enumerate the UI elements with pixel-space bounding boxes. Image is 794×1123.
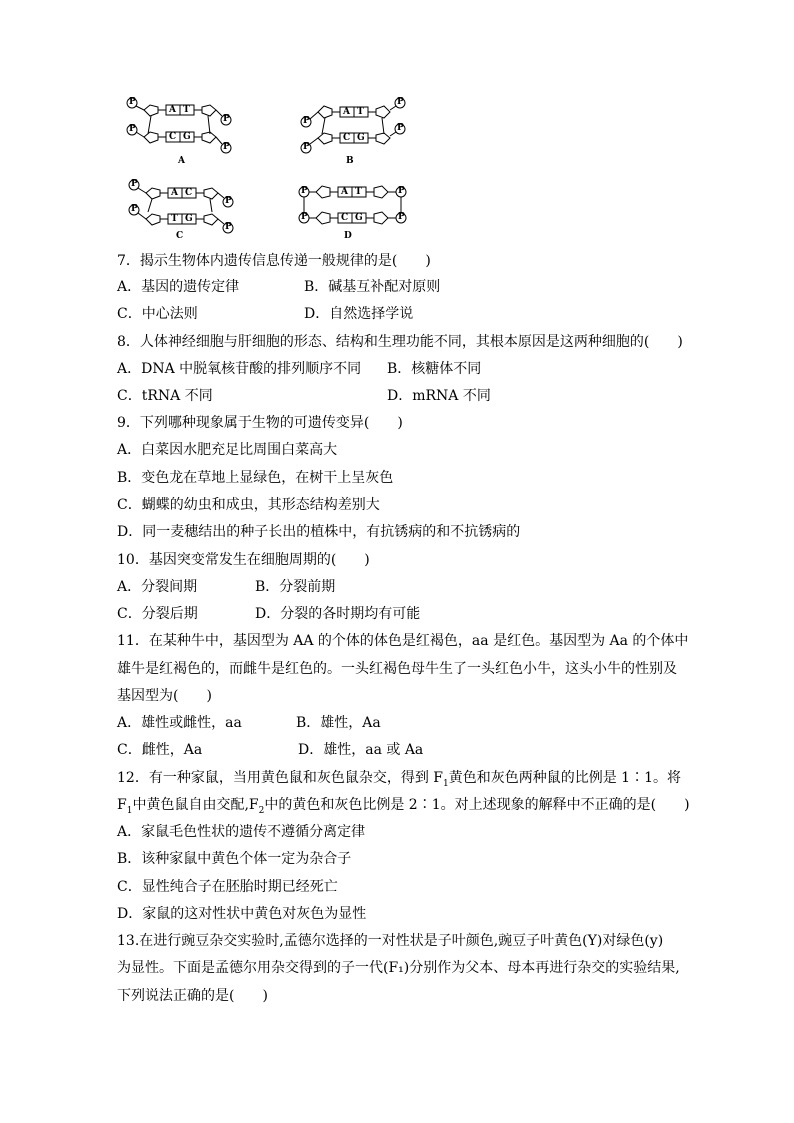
base-label: A <box>343 107 350 117</box>
question-12-stem-line-1 <box>117 768 681 794</box>
figure-caption: A <box>178 156 185 166</box>
phosphate-label: P <box>398 212 405 222</box>
question-10-stem: 10．基因突变常发生在细胞周期的( ) <box>117 552 370 568</box>
question-13-stem-line-3: 下列说法正确的是( ) <box>117 988 268 1004</box>
base-label: C <box>169 132 177 142</box>
question-12-option-a: A．家鼠毛色性状的遗传不遵循分离定律 <box>117 824 366 840</box>
stem-text: F <box>117 797 127 813</box>
phosphate-label: P <box>225 196 232 206</box>
question-11-option-b: B．雄性，Aa <box>296 715 381 731</box>
base-label: T <box>355 187 362 197</box>
question-10-option-d: D．分裂的各时期均有可能 <box>255 606 421 622</box>
base-label: C <box>185 188 193 198</box>
base-label: G <box>357 133 365 143</box>
base-label: T <box>171 214 178 224</box>
figure-b <box>292 92 417 172</box>
base-label: A <box>341 187 348 197</box>
question-7-stem: 7．揭示生物体内遗传信息传递一般规律的是( ) <box>117 253 431 269</box>
question-8-option-b: B．核糖体不同 <box>387 361 482 377</box>
base-label: A <box>169 105 176 115</box>
question-7-option-b: B．碱基互补配对原则 <box>304 279 441 295</box>
figure-c <box>118 172 243 252</box>
question-11-option-d: D．雄性，aa 或 Aa <box>298 742 424 758</box>
question-8-stem: 8．人体神经细胞与肝细胞的形态、结构和生理功能不同，其根本原因是这两种细胞的( ) <box>117 334 683 350</box>
figure-a <box>118 92 243 172</box>
subscript: 1 <box>126 805 133 816</box>
question-12-option-b: B．该种家鼠中黄色个体一定为杂合子 <box>117 851 352 867</box>
question-9-option-b: B．变色龙在草地上显绿色，在树干上呈灰色 <box>117 470 394 486</box>
base-label: G <box>183 132 191 142</box>
phosphate-label: P <box>397 123 404 133</box>
stem-text: 中的黄色和灰色比例是 2∶1。对上述现象的解释中不正确的是( ) <box>264 797 690 813</box>
question-7-option-a: A．基因的遗传定律 <box>117 279 240 295</box>
phosphate-label: P <box>129 124 136 134</box>
phosphate-label: P <box>398 186 405 196</box>
question-10-option-a: A．分裂间期 <box>117 579 198 595</box>
figure-caption: C <box>176 231 184 241</box>
question-9-stem: 9．下列哪种现象属于生物的可遗传变异( ) <box>117 415 403 431</box>
question-9-option-c: C．蝴蝶的幼虫和成虫，其形态结构差别大 <box>117 497 380 513</box>
phosphate-label: P <box>223 142 230 152</box>
question-13-stem-line-2: 为显性。下面是孟德尔用杂交得到的子一代(F₁)分别作为父本、母本再进行杂交的实验结果, <box>117 960 680 976</box>
question-11-option-a: A．雄性或雌性，aa <box>117 715 242 731</box>
question-8-option-d: D．mRNA 不同 <box>387 388 491 404</box>
question-8-option-a: A．DNA 中脱氧核苷酸的排列顺序不同 <box>117 361 362 377</box>
question-7-option-c: C．中心法则 <box>117 306 198 322</box>
base-label: C <box>341 213 349 223</box>
question-11-option-c: C．雌性，Aa <box>117 742 203 758</box>
phosphate-label: P <box>303 142 310 152</box>
phosphate-label: P <box>131 179 138 189</box>
subscript: 1 <box>442 778 449 789</box>
phosphate-label: P <box>397 97 404 107</box>
base-label: G <box>185 214 193 224</box>
phosphate-label: P <box>223 114 230 124</box>
figure-caption: D <box>344 231 352 241</box>
phosphate-label: P <box>303 116 310 126</box>
figure-d <box>292 172 417 252</box>
phosphate-label: P <box>225 222 232 232</box>
figure-caption: B <box>346 156 354 166</box>
question-12-option-c: C．显性纯合子在胚胎时期已经死亡 <box>117 879 338 895</box>
phosphate-label: P <box>301 212 308 222</box>
question-11-stem-line-1: 11．在某种牛中，基因型为 AA 的个体的体色是红褐色，aa 是红色。基因型为 Aa 的个体中 <box>117 633 689 649</box>
question-12-stem-line-2 <box>117 795 690 821</box>
stem-text: 中黄色鼠自由交配,F <box>132 797 259 813</box>
phosphate-label: P <box>131 204 138 214</box>
base-label: G <box>355 213 363 223</box>
question-10-option-c: C．分裂后期 <box>117 606 198 622</box>
question-7-option-d: D．自然选择学说 <box>304 306 414 322</box>
question-8-option-c: C．tRNA 不同 <box>117 388 213 404</box>
question-11-stem-line-2: 雄牛是红褐色的，而雌牛是红色的。一头红褐色母牛生了一头红色小牛，这头小牛的性别及 <box>117 661 677 677</box>
subscript: 2 <box>258 805 265 816</box>
stem-text: 12．有一种家鼠，当用黄色鼠和灰色鼠杂交，得到 F <box>117 770 443 786</box>
question-11-stem-line-3: 基因型为( ) <box>117 688 212 704</box>
question-12-option-d: D．家鼠的这对性状中黄色对灰色为显性 <box>117 906 367 922</box>
phosphate-label: P <box>129 97 136 107</box>
base-label: T <box>183 105 190 115</box>
base-label: T <box>357 107 364 117</box>
stem-text: 黄色和灰色两种鼠的比例是 1∶1。将 <box>448 770 681 786</box>
question-9-option-d: D．同一麦穗结出的种子长出的植株中，有抗锈病的和不抗锈病的 <box>117 524 521 540</box>
question-10-option-b: B．分裂前期 <box>255 579 336 595</box>
base-label: A <box>171 188 178 198</box>
question-13-stem-line-1: 13.在进行豌豆杂交实验时,孟德尔选择的一对性状是子叶颜色,豌豆子叶黄色(Y)对绿色(y) <box>117 933 664 949</box>
question-9-option-a: A．白菜因水肥充足比周围白菜高大 <box>117 442 338 458</box>
base-label: C <box>343 133 351 143</box>
phosphate-label: P <box>301 186 308 196</box>
